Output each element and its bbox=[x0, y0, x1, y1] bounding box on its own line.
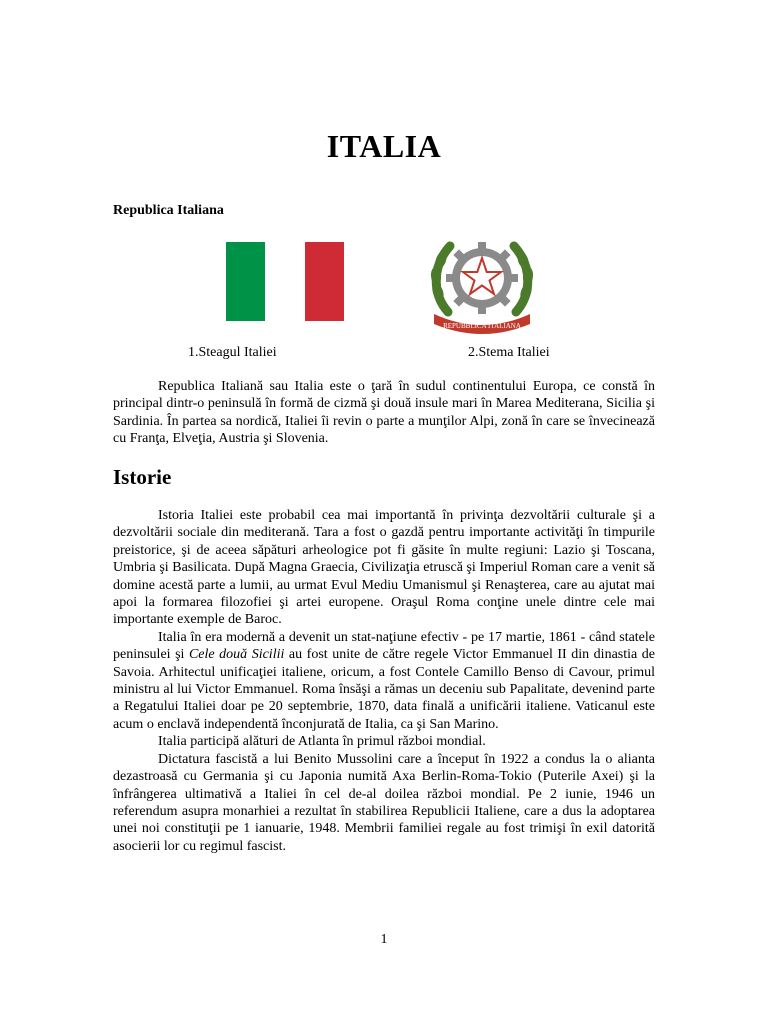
flag-stripe-white bbox=[265, 242, 304, 321]
italian-flag-image bbox=[226, 242, 344, 321]
subtitle: Republica Italiana bbox=[113, 203, 224, 218]
section-heading-istorie: Istorie bbox=[113, 465, 172, 489]
page-number: 1 bbox=[380, 932, 388, 947]
page-title: ITALIA bbox=[326, 128, 442, 164]
emblem-ribbon-text: REPUBBLICA ITALIANA bbox=[443, 322, 521, 330]
history-paragraph-1: Istoria Italiei este probabil cea mai importantă în privinţa dezvoltării culturale şi a dezvoltării sociale din mediterană. Tara a fost o gazdă pentru importante activităţi în timpurile preistorice, şi de aceea săpături arheologice pot fi găsite în multe regiuni: Lazio şi Toscana, Umbria şi Basilicata. După Magna Graecia, Civilizaţia etruscă şi Imperiul Roman care a venit să domine acestă parte a lumii, au urmat Evul Mediu Umanismul şi Renaşterea, care au ajutat mai apoi la formarea filozofiei şi artei europene. Oraşul Roma conţine unele dintre cele mai importante exemple de Baroc. bbox=[113, 508, 655, 628]
history-paragraph-2 bbox=[113, 629, 655, 733]
history-paragraph-2-end: au fost unite de către regele Victor Emmanuel II din dinastia de Savoia. Arhitectul unificaţiei italiene, oricum, a fost Contele Camillo Benso di Cavour, primul ministru al lui Victor Emmanuel. Roma însăşi a rămas un deceniu sub Papalitate, devenind parte a Regatului Italiei doar pe 20 septembrie, 1870, data finală a unificării italiene. Vaticanul este acum o enclavă independentă înconjurată de Italia, ca şi San Marino. bbox=[113, 647, 655, 732]
intro-paragraph: Republica Italiană sau Italia este o ţară în sudul continentului Europa, ce constă în principal dintr-o peninsulă în formă de cizmă şi două insule mari în Marea Mediterana, Sicilia şi Sardinia. În partea sa nordică, Italiei îi revin o parte a munţilor Alpi, zonă în care se învecinează cu Franţa, Elveţia, Austria şi Slovenia. bbox=[113, 379, 655, 447]
history-paragraph-4: Dictatura fascistă a lui Benito Mussolini care a început în 1922 a condus la o alianta dezastroasă cu Germania şi cu Japonia numită Axa Berlin-Roma-Tokio (Puterile Axei) şi la înfrângerea ultimativă a Italiei în cel de-al doilea război mondial. Pe 2 iunie, 1946 un referendum asupra monarhiei a rezultat în stabilirea Republicii Italiene, care a dus la adoptarea unei noi constituţii pe 1 ianuarie, 1948. Membrii familiei regale au fost trimişi în exil datorită asocierii lor cu regimul fascist. bbox=[113, 751, 655, 854]
flag-stripe-green bbox=[226, 242, 265, 321]
history-section bbox=[113, 507, 655, 855]
flag-stripe-red bbox=[305, 242, 344, 321]
history-paragraph-2-italic: Cele două Sicilii bbox=[188, 647, 285, 663]
intro-section bbox=[113, 378, 655, 448]
flag-caption: 1.Steagul Italiei bbox=[188, 345, 277, 360]
history-paragraph-3: Italia participă alături de Atlanta în primul război mondial. bbox=[158, 734, 486, 750]
history-paragraph-2-start: Italia în era modernă a devenit un stat-naţiune efectiv - pe 17 martie, 1861 - când statele peninsulei şi bbox=[113, 629, 655, 663]
emblem-caption: 2.Stema Italiei bbox=[468, 345, 550, 360]
italian-emblem-image bbox=[428, 232, 536, 336]
